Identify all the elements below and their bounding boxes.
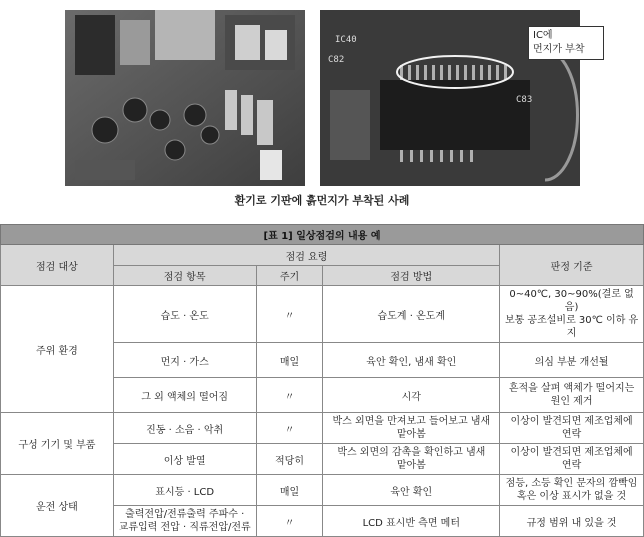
cycle-cell: 〃	[256, 506, 323, 537]
board-label-c83: C83	[516, 95, 533, 105]
item-cell: 먼지 · 가스	[113, 343, 256, 378]
header-item: 점검 항목	[113, 266, 256, 286]
target-cell: 운전 상태	[1, 475, 114, 537]
criteria-cell	[500, 475, 644, 506]
item-line: 교류입력 전압 · 직류전압/전류	[118, 522, 251, 533]
method-cell	[323, 444, 500, 475]
criteria-line: 연락	[561, 429, 582, 440]
header-target: 점검 대상	[1, 245, 114, 286]
method-line: 박스 외면의 감촉을 확인하고 냄새	[337, 447, 486, 458]
callout-line-1: IC에	[533, 30, 553, 41]
method-cell: 육안 확인, 냄새 확인	[323, 343, 500, 378]
method-line: 맡아봄	[396, 429, 426, 440]
criteria-line: 혹은 이상 표시가 없을 것	[516, 491, 627, 502]
criteria-cell	[500, 378, 644, 413]
criteria-line: 이상이 발견되면 제조업체에	[510, 447, 633, 458]
daily-inspection-table	[0, 224, 644, 537]
criteria-line: 연락	[561, 460, 582, 471]
target-cell: 구성 기기 및 부품	[1, 413, 114, 475]
cycle-cell: 〃	[256, 413, 323, 444]
item-cell: 진동 · 소음 · 악취	[113, 413, 256, 444]
dust-callout	[528, 26, 604, 60]
item-cell: 표시등 · LCD	[113, 475, 256, 506]
criteria-cell: 의심 부분 개선될	[500, 343, 644, 378]
method-line: 박스 외면을 만져보고 들어보고 냄새	[332, 416, 491, 427]
method-cell: 시각	[323, 378, 500, 413]
criteria-line: 보통 공조설비로 30℃ 이하 유지	[504, 315, 639, 339]
item-cell: 습도 · 온도	[113, 286, 256, 343]
criteria-line: 흔적을 살펴 액체가 떨어지는	[508, 383, 635, 394]
cycle-cell: 매일	[256, 475, 323, 506]
header-cycle: 주기	[256, 266, 323, 286]
method-cell	[323, 413, 500, 444]
criteria-cell	[500, 413, 644, 444]
cycle-cell: 〃	[256, 378, 323, 413]
item-cell: 그 외 액체의 떨어짐	[113, 378, 256, 413]
item-line: 출력전압/전류출력 주파수 ·	[125, 509, 245, 520]
table-row	[1, 475, 644, 506]
cycle-cell: 매일	[256, 343, 323, 378]
table-row	[1, 413, 644, 444]
circuit-board-image	[65, 10, 305, 186]
method-cell: 습도계 · 온도계	[323, 286, 500, 343]
criteria-cell	[500, 444, 644, 475]
criteria-line: 이상이 발견되면 제조업체에	[510, 416, 633, 427]
target-cell: 주위 환경	[1, 286, 114, 413]
criteria-cell: 규정 범위 내 있을 것	[500, 506, 644, 537]
criteria-line: 0~40℃, 30~90%(결로 없음)	[509, 289, 634, 313]
board-label-ic: IC40	[335, 35, 357, 45]
criteria-cell	[500, 286, 644, 343]
criteria-line: 점등, 소등 확인 문자의 깜빡임	[505, 478, 638, 489]
criteria-line: 원인 제거	[550, 396, 593, 407]
table-title: [표 1] 일상점검의 내용 예	[1, 225, 644, 245]
header-method: 점검 방법	[323, 266, 500, 286]
header-group: 점검 요령	[113, 245, 499, 266]
figure-caption: 환기로 기판에 흙먼지가 부착된 사례	[234, 194, 410, 207]
cycle-cell: 〃	[256, 286, 323, 343]
method-cell: 육안 확인	[323, 475, 500, 506]
item-cell: 이상 발열	[113, 444, 256, 475]
callout-line-2: 먼지가 부착	[533, 44, 585, 55]
cycle-cell: 적당히	[256, 444, 323, 475]
header-criteria: 판정 기준	[500, 245, 644, 286]
item-cell	[113, 506, 256, 537]
board-label-c82: C82	[328, 55, 345, 65]
method-cell: LCD 표시반 측면 메터	[323, 506, 500, 537]
circuit-board-photo-left	[65, 10, 305, 186]
method-line: 맡아봄	[396, 460, 426, 471]
table-row	[1, 286, 644, 343]
